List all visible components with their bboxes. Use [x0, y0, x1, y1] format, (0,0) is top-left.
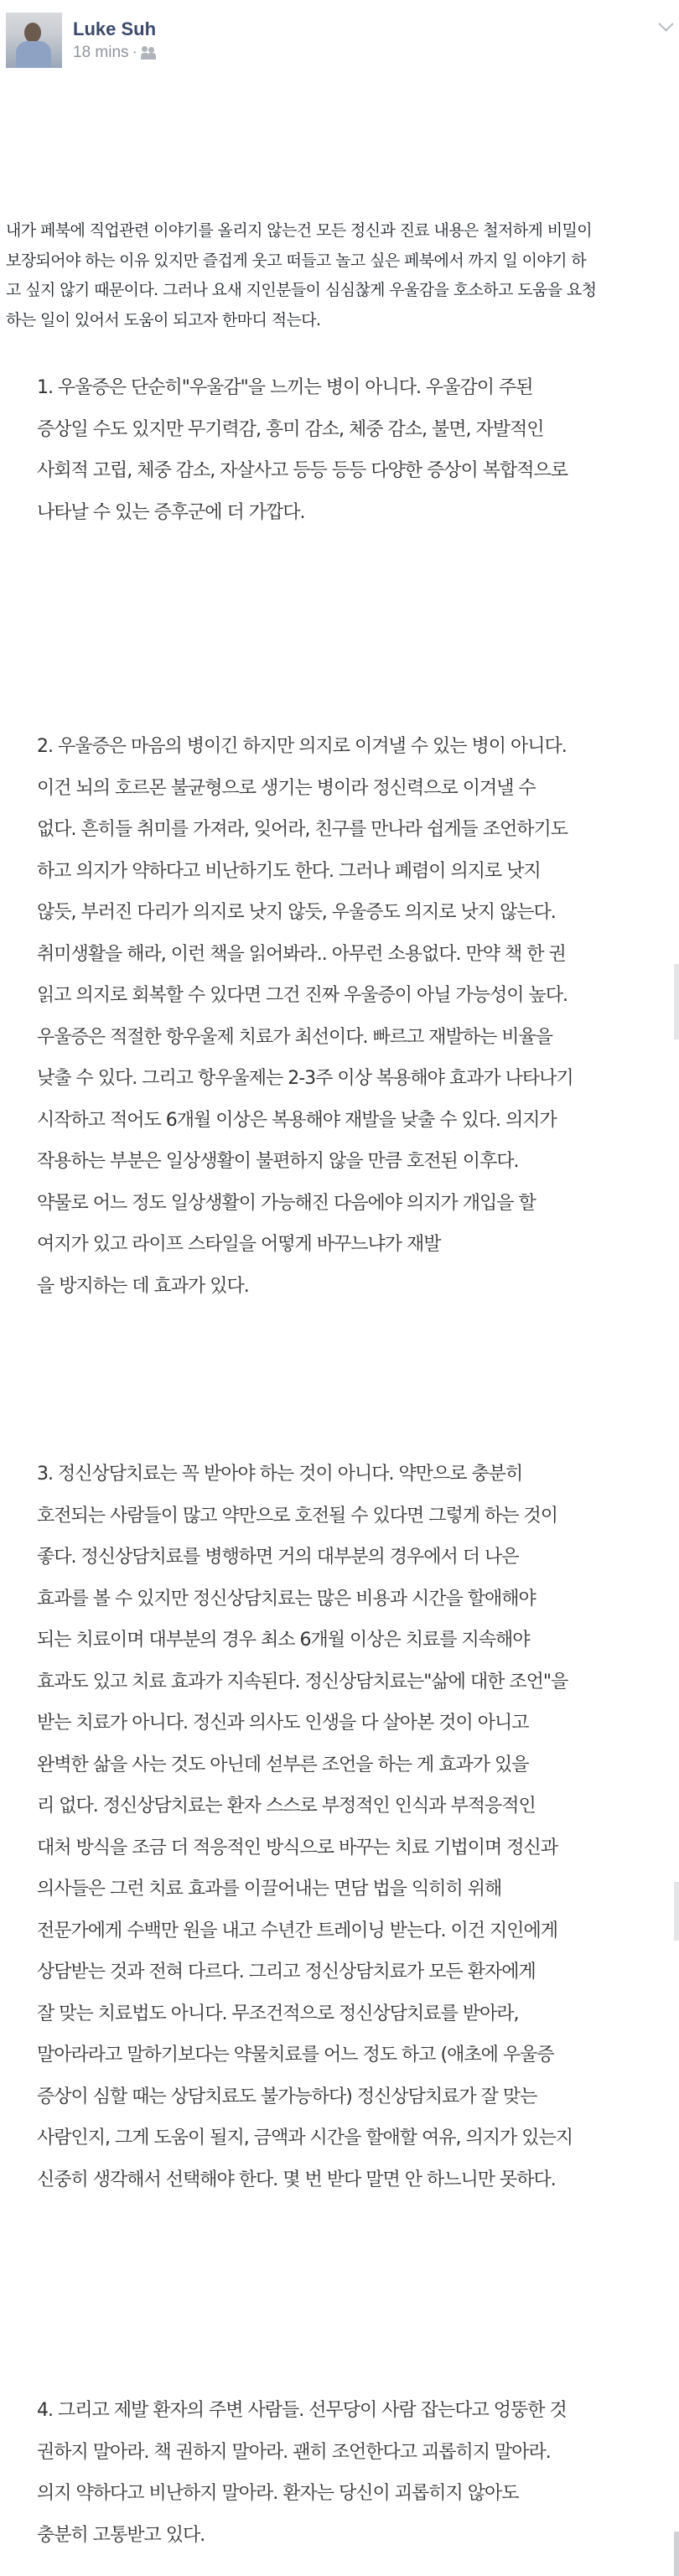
section-line: 작용하는 부분은 일상생활이 불편하지 않을 만큼 호전된 이후다. [37, 1151, 519, 1172]
section-line: 대처 방식을 조금 더 적응적인 방식으로 바꾸는 치료 기법이며 정신과 [37, 1837, 557, 1858]
section-line: 3. 정신상담치료는 꼭 받아야 하는 것이 아니다. 약만으로 충분히 [37, 1464, 523, 1485]
section-line: 리 없다. 정신상담치료는 환자 스스로 부정적인 인식과 부적응적인 [37, 1796, 536, 1817]
section-line: 증상일 수도 있지만 무기력감, 흥미 감소, 체중 감소, 불면, 자발적인 [37, 418, 544, 440]
section-line: 권하지 말아라. 책 권하지 말아라. 괜히 조언한다고 괴롭히지 말아라. [37, 2441, 551, 2463]
section-line: 받는 치료가 아니다. 정신과 의사도 인생을 다 살아본 것이 아니고 [37, 1713, 529, 1734]
section-line: 시작하고 적어도 6개월 이상은 복용해야 재발을 낮출 수 있다. 의지가 [37, 1109, 557, 1131]
section-line: 호전되는 사람들이 많고 약만으로 호전될 수 있다면 그렇게 하는 것이 [37, 1505, 557, 1526]
section-line: 이건 뇌의 호르몬 불균형으로 생기는 병이라 정신력으로 이겨낼 수 [37, 777, 536, 799]
scrollbar-mark [674, 1882, 679, 1941]
intro-line: 내가 페북에 직업관련 이야기를 올리지 않는건 모든 정신과 진료 내용은 철저하게 비밀이 [6, 221, 592, 240]
post-timestamp[interactable]: 18 mins [73, 44, 129, 61]
section-line: 2. 우울증은 마음의 병이긴 하지만 의지로 이겨낼 수 있는 병이 아니다. [37, 736, 567, 757]
section-line: 사회적 고립, 체중 감소, 자살사고 등등 등등 다양한 증상이 복합적으로 [37, 460, 568, 481]
section-3 [37, 1454, 573, 2200]
section-line: 않듯, 부러진 다리가 의지로 낫지 않듯, 우울증도 의지로 낫지 않는다. [37, 902, 556, 923]
section-line: 효과를 볼 수 있지만 정신상담치료는 많은 비용과 시간을 할애해야 [37, 1588, 536, 1609]
section-line: 말아라라고 말하기보다는 약물치료를 어느 정도 하고 (애초에 우울증 [37, 2045, 554, 2065]
section-line: 효과도 있고 치료 효과가 지속된다. 정신상담치료는"삶에 대한 조언"을 [37, 1671, 568, 1692]
author-name[interactable]: Luke Suh [73, 18, 157, 39]
section-line: 없다. 흔히들 취미를 가져라, 잊어라, 친구를 만나라 쉽게들 조언하기도 [37, 819, 568, 840]
section-line: 신중히 생각해서 선택해야 한다. 몇 번 받다 말면 안 하느니만 못하다. [37, 2169, 556, 2190]
meta-separator: · [132, 44, 137, 61]
section-line: 충분히 고통받고 있다. [37, 2524, 205, 2546]
section-2 [37, 726, 573, 1307]
section-line: 약물로 어느 정도 일상생활이 가능해진 다음에야 의지가 개입을 할 [37, 1192, 536, 1214]
section-4 [37, 2390, 567, 2556]
section-line: 4. 그리고 제발 환자의 주변 사람들. 선무당이 사람 잡는다고 엉뚱한 것 [37, 2400, 567, 2421]
scrollbar-mark [674, 964, 679, 1039]
section-line: 1. 우울증은 단순히"우울감"을 느끼는 병이 아니다. 우울감이 주된 [37, 377, 533, 398]
section-line: 완벽한 삶을 사는 것도 아닌데 섣부른 조언을 하는 게 효과가 있을 [37, 1754, 529, 1775]
section-1 [37, 367, 568, 533]
section-line: 취미생활을 해라, 이런 책을 읽어봐라.. 아무런 소용없다. 만약 책 한 권 [37, 943, 566, 965]
section-line: 읽고 의지로 회복할 수 있다면 그건 진짜 우울증이 아닐 가능성이 높다. [37, 985, 568, 1006]
chevron-down-icon[interactable] [658, 16, 673, 31]
intro-line: 고 싶지 않기 때문이다. 그러나 요새 지인분들이 심심찮게 우울감을 호소하고 도움을 요청 [6, 281, 597, 299]
friends-icon[interactable] [141, 46, 156, 60]
section-line: 나타날 수 있는 증후군에 더 가깝다. [37, 501, 305, 523]
section-line: 사람인지, 그게 도움이 될지, 금액과 시간을 할애할 여유, 의지가 있는지 [37, 2128, 573, 2148]
section-line: 의사들은 그런 치료 효과를 이끌어내는 면담 법을 익히히 위해 [37, 1879, 502, 1900]
section-line: 좋다. 정신상담치료를 병행하면 거의 대부분의 경우에서 더 나은 [37, 1547, 519, 1568]
section-line: 낮출 수 있다. 그리고 항우울제는 2-3주 이상 복용해야 효과가 나타나기 [37, 1068, 573, 1089]
section-line: 증상이 심할 때는 상담치료도 불가능하다) 정신상담치료가 잘 맞는 [37, 2086, 537, 2107]
section-line: 전문가에게 수백만 원을 내고 수년간 트레이닝 받는다. 이건 지인에게 [37, 1920, 557, 1941]
post-meta [73, 44, 156, 62]
section-line: 되는 치료이며 대부분의 경우 최소 6개월 이상은 치료를 지속해야 [37, 1630, 530, 1651]
section-line: 잘 맞는 치료법도 아니다. 무조건적으로 정신상담치료를 받아라, [37, 2003, 519, 2024]
intro-line: 보장되어야 하는 이유 있지만 즐겁게 웃고 떠들고 놀고 싶은 페북에서 까지 일 이야기 하 [6, 251, 587, 270]
intro-line: 하는 일이 있어서 도움이 되고자 한마디 적는다. [6, 310, 321, 329]
post-intro [6, 216, 596, 335]
section-line: 상담받는 것과 전혀 다르다. 그리고 정신상담치료가 모든 환자에게 [37, 1962, 536, 1983]
section-line: 여지가 있고 라이프 스타일을 어떻게 바꾸느냐가 재발 [37, 1234, 441, 1255]
section-line: 하고 의지가 약하다고 비난하기도 한다. 그러나 폐렴이 의지로 낫지 [37, 860, 541, 882]
section-line: 의지 약하다고 비난하지 말아라. 환자는 당신이 괴롭히지 않아도 [37, 2483, 519, 2504]
scrollbar-thumb[interactable] [674, 2532, 679, 2576]
section-line: 우울증은 적절한 항우울제 치료가 최선이다. 빠르고 재발하는 비율을 [37, 1026, 553, 1048]
author-avatar[interactable] [6, 13, 62, 68]
section-line: 을 방지하는 데 효과가 있다. [37, 1275, 249, 1297]
